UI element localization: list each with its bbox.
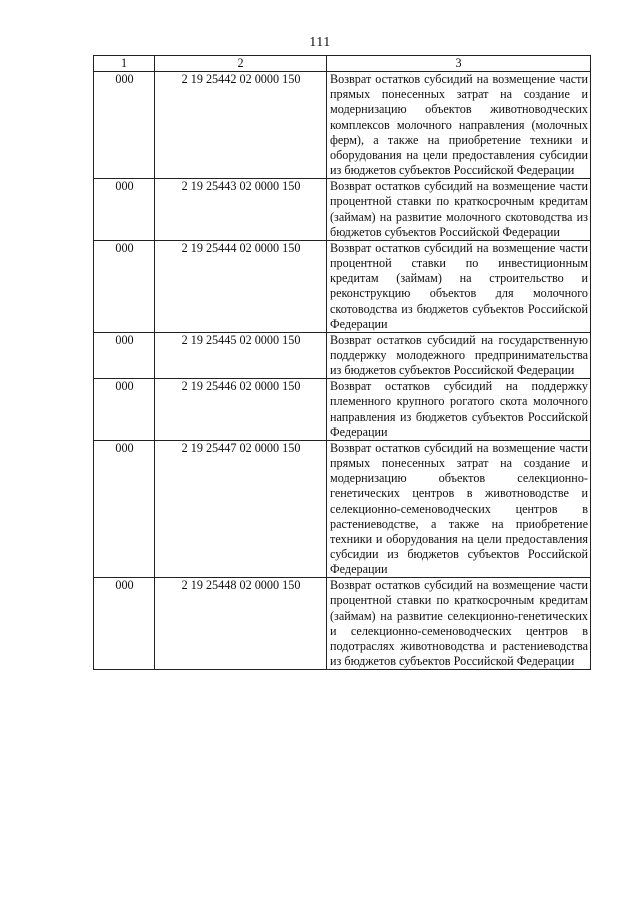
kbk-code-cell: 2 19 25445 02 0000 150	[155, 332, 327, 378]
admin-code-cell: 000	[94, 240, 155, 332]
description-cell: Возврат остатков субсидий на возмещение части прямых понесенных затрат на создание и модернизацию объектов животноводческих комплексов молочного направления (молочных ферм), а также на приобретение техники и оборудования на цели предоставления субсидии из бюджетов субъектов Российской Федерации	[327, 72, 591, 179]
admin-code-cell: 000	[94, 578, 155, 670]
admin-code-cell: 000	[94, 179, 155, 241]
table-row	[94, 332, 591, 378]
table-row	[94, 440, 591, 577]
budget-classification-table	[93, 55, 591, 670]
page-number: 111	[309, 35, 331, 50]
table-row	[94, 578, 591, 670]
description-cell: Возврат остатков субсидий на возмещение части процентной ставки по инвестиционным кредитам (займам) на строительство и реконструкцию объектов для молочного скотоводства из бюджетов субъектов Российской Федерации	[327, 240, 591, 332]
column-header-2: 2	[155, 56, 327, 72]
kbk-code-cell: 2 19 25448 02 0000 150	[155, 578, 327, 670]
table-row	[94, 379, 591, 441]
admin-code-cell: 000	[94, 72, 155, 179]
admin-code-cell: 000	[94, 379, 155, 441]
column-header-1: 1	[94, 56, 155, 72]
admin-code-cell: 000	[94, 440, 155, 577]
description-cell: Возврат остатков субсидий на возмещение части процентной ставки по краткосрочным кредитам (займам) на развитие селекционно-генетических и селекционно-семеноводческих центров в подотраслях животноводства и растениеводства из бюджетов субъектов Российской Федерации	[327, 578, 591, 670]
kbk-code-cell: 2 19 25447 02 0000 150	[155, 440, 327, 577]
description-cell: Возврат остатков субсидий на возмещение части процентной ставки по краткосрочным кредитам (займам) на развитие молочного скотоводства из бюджетов субъектов Российской Федерации	[327, 179, 591, 241]
kbk-code-cell: 2 19 25444 02 0000 150	[155, 240, 327, 332]
admin-code-cell: 000	[94, 332, 155, 378]
table-row	[94, 72, 591, 179]
description-cell: Возврат остатков субсидий на возмещение части прямых понесенных затрат на создание и модернизацию объектов селекционно-генетических центров в животноводстве и селекционно-семеноводческих центров в растениеводстве, а также на приобретение техники и оборудования на цели предоставления субсидии из бюджетов субъектов Российской Федерации	[327, 440, 591, 577]
description-cell: Возврат остатков субсидий на государственную поддержку молодежного предпринимательства из бюджетов субъектов Российской Федерации	[327, 332, 591, 378]
kbk-code-cell: 2 19 25442 02 0000 150	[155, 72, 327, 179]
description-cell: Возврат остатков субсидий на поддержку племенного крупного рогатого скота молочного направления из бюджетов субъектов Российской Федерации	[327, 379, 591, 441]
column-header-3: 3	[327, 56, 591, 72]
table-header-row	[94, 56, 591, 72]
table-row	[94, 179, 591, 241]
table-row	[94, 240, 591, 332]
kbk-code-cell: 2 19 25443 02 0000 150	[155, 179, 327, 241]
kbk-code-cell: 2 19 25446 02 0000 150	[155, 379, 327, 441]
